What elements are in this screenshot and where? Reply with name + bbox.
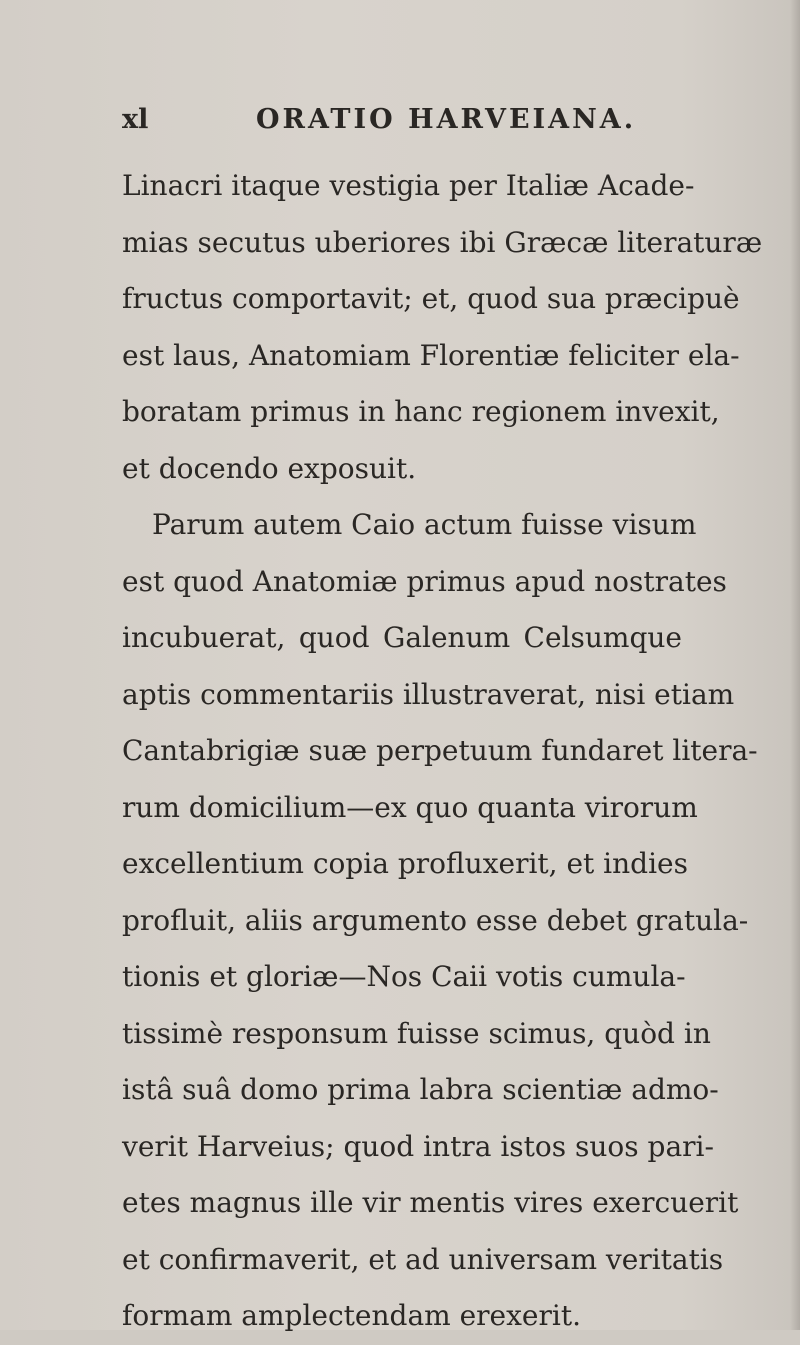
text-line: excellentium copia profluxerit, et indies bbox=[122, 847, 688, 880]
text-line: aptis commentariis illustraverat, nisi etiam bbox=[122, 677, 735, 711]
text-line: tissimè responsum fuisse scimus, quòd in bbox=[122, 1016, 711, 1050]
text-line: Cantabrigiæ suæ perpetuum fundaret litera- bbox=[122, 734, 758, 767]
text-line: mias secutus uberiores ibi Græcæ literaturæ bbox=[122, 225, 763, 259]
text-line: est laus, Anatomiam Florentiæ feliciter ela- bbox=[122, 338, 740, 372]
text-line: Linacri itaque vestigia per Italiæ Acade- bbox=[122, 169, 695, 202]
page-edge-shadow bbox=[790, 0, 800, 1330]
text-line: et docendo exposuit. bbox=[122, 451, 417, 485]
page-header bbox=[122, 104, 682, 148]
text-line: rum domicilium—ex quo quanta virorum bbox=[122, 790, 698, 824]
text-line: etes magnus ille vir mentis vires exercuerit bbox=[122, 1186, 739, 1219]
text-line: profluit, aliis argumento esse debet gratula- bbox=[122, 903, 749, 937]
text-line: formam amplectendam erexerit. bbox=[122, 1299, 581, 1332]
text-line: tionis et gloriæ—Nos Caii votis cumula- bbox=[122, 960, 686, 993]
running-title: ORATIO HARVEIANA. bbox=[256, 104, 637, 135]
text-line: Parum autem Caio actum fuisse visum bbox=[152, 508, 697, 541]
body-text bbox=[122, 158, 763, 1345]
page-number: xl bbox=[122, 104, 149, 135]
text-line: et confirmaverit, et ad universam veritatis bbox=[122, 1242, 724, 1276]
text-line: fructus comportavit; et, quod sua præcipuè bbox=[122, 282, 740, 315]
text-line: incubuerat, quod Galenum Celsumque bbox=[122, 621, 682, 654]
text-line: boratam primus in hanc regionem invexit, bbox=[122, 395, 720, 428]
text-line: est quod Anatomiæ primus apud nostrates bbox=[122, 564, 727, 598]
text-line: istâ suâ domo prima labra scientiæ admo- bbox=[122, 1073, 719, 1106]
text-line: verit Harveius; quod intra istos suos pari- bbox=[122, 1129, 714, 1163]
